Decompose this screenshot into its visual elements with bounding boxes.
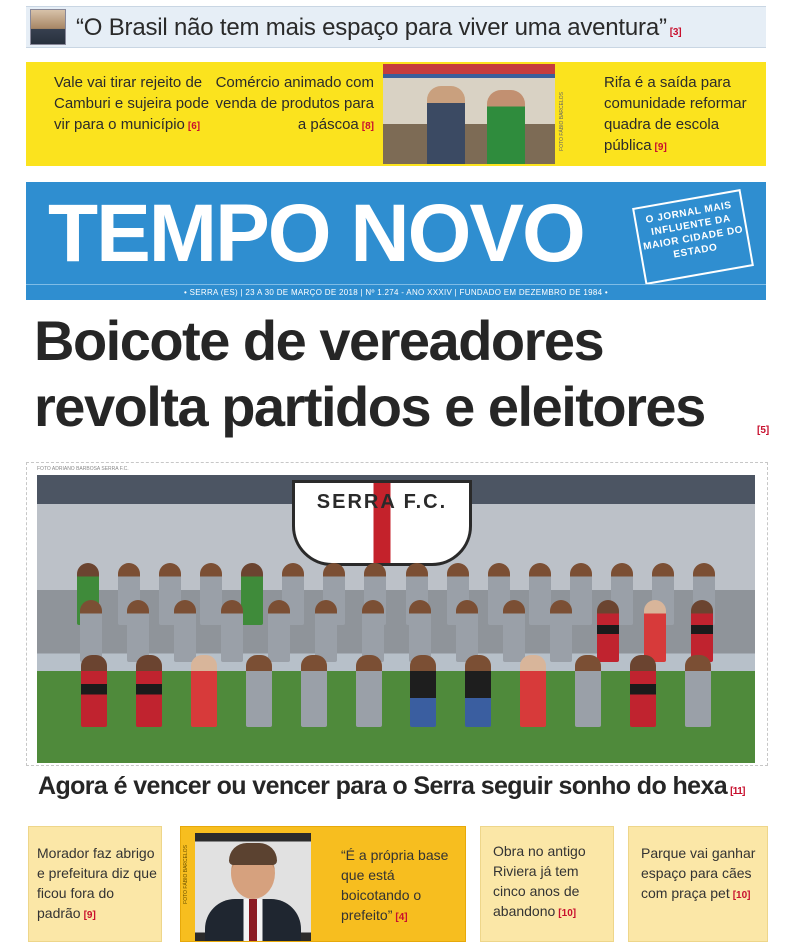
supporter (520, 655, 546, 727)
player (550, 600, 572, 662)
shop-photo-credit: FOTO FÁBIO BARCELOS (559, 92, 565, 151)
shop-photo-person-man (427, 86, 465, 164)
player (246, 655, 272, 727)
player (268, 600, 290, 662)
teaser-rifa[interactable] (604, 72, 764, 158)
player (362, 600, 384, 662)
headline-line-2: revolta partidos e eleitores (34, 375, 705, 438)
masthead-badge: O JORNAL MAIS INFLUENTE DA MAIOR CIDADE DO ESTADO (632, 189, 754, 285)
teaser-vale-ref: [6] (187, 121, 201, 132)
stadium-crest-text: SERRA F.C. (316, 491, 448, 513)
teaser-morador-text: Morador faz abrigo e prefeitura diz que ficou fora do padrão (37, 845, 157, 921)
player (356, 655, 382, 727)
teaser-vale[interactable] (54, 72, 214, 137)
shop-photo (383, 64, 555, 164)
supporter (81, 655, 107, 727)
main-photo-credit: FOTO ADRIANO BARBOSA SERRA F.C. (37, 466, 129, 472)
teaser-rifa-text: Rifa é a saída para comunidade reformar quadra de escola pública (604, 74, 747, 154)
player (456, 600, 478, 662)
supporter (465, 655, 491, 727)
teaser-comercio-ref: [8] (361, 121, 374, 132)
supporter (191, 655, 217, 727)
caption-page-ref: [11] (730, 786, 745, 797)
quote-page-ref: [3] (669, 27, 682, 38)
teaser-riviera-text: Obra no antigo Riviera já tem cinco anos de abandono (493, 843, 586, 919)
teaser-parque-text: Parque vai ganhar espaço para cães com praça pet (641, 845, 756, 901)
masthead (26, 182, 766, 300)
edition-info: • SERRA (ES) | 23 A 30 DE MARÇO DE 2018 | Nº 1.274 - ANO XXXIV | FUNDADO EM DEZEMBRO DE 1984 • (26, 284, 766, 300)
caption-text: Agora é vencer ou vencer para o Serra seguir sonho do hexa (38, 772, 728, 800)
player (691, 600, 713, 662)
player (301, 655, 327, 727)
team-photo[interactable] (37, 475, 755, 763)
teaser-riviera-ref: [10] (558, 908, 577, 919)
player (503, 600, 525, 662)
teaser-morador-ref: [9] (83, 910, 96, 921)
player (409, 600, 431, 662)
teaser-vale-text: Vale vai tirar rejeito de Camburi e sujeira pode vir para o município (54, 74, 210, 133)
mayor-photo (195, 833, 311, 941)
mayor-photo-hair (229, 843, 277, 865)
team-middle-row (67, 600, 725, 662)
teaser-prefeito-ref: [4] (395, 912, 408, 923)
teaser-strip (26, 62, 766, 166)
teaser-parque-ref: [10] (732, 890, 751, 901)
teaser-morador[interactable] (28, 826, 162, 942)
teaser-prefeito[interactable] (180, 826, 466, 942)
player (575, 655, 601, 727)
quote-text: “O Brasil não tem mais espaço para viver uma aventura” (76, 14, 667, 41)
main-headline[interactable] (34, 308, 764, 440)
teaser-comercio-text: Comércio animado com venda de produtos para a páscoa (215, 74, 374, 133)
shop-photo-person-woman (487, 90, 525, 164)
main-photo-frame (26, 462, 768, 766)
teaser-rifa-ref: [9] (654, 142, 667, 153)
quote-headline (76, 14, 681, 42)
quote-strip[interactable] (26, 6, 766, 48)
teaser-prefeito-text: “É a própria base que está boicotando o prefeito” (341, 847, 449, 923)
mayor-photo-suit (205, 899, 301, 941)
headline-line-1: Boicote de vereadores (34, 309, 604, 372)
player (315, 600, 337, 662)
mayor-photo-credit: FOTO FÁBIO BARCELOS (183, 845, 189, 904)
newspaper-title: TEMPO NOVO (48, 188, 584, 279)
quote-author-photo (30, 9, 66, 45)
supporter (630, 655, 656, 727)
photo-caption-headline[interactable] (38, 772, 745, 801)
player (685, 655, 711, 727)
player (127, 600, 149, 662)
teaser-comercio[interactable] (214, 72, 374, 137)
supporter (136, 655, 162, 727)
player (80, 600, 102, 662)
player (644, 600, 666, 662)
player (597, 600, 619, 662)
teaser-riviera[interactable] (480, 826, 614, 942)
headline-page-ref: [5] (757, 425, 770, 436)
player (221, 600, 243, 662)
team-front-row (67, 655, 725, 727)
supporter (410, 655, 436, 727)
player (174, 600, 196, 662)
stadium-crest (292, 480, 472, 566)
teaser-parque[interactable] (628, 826, 768, 942)
